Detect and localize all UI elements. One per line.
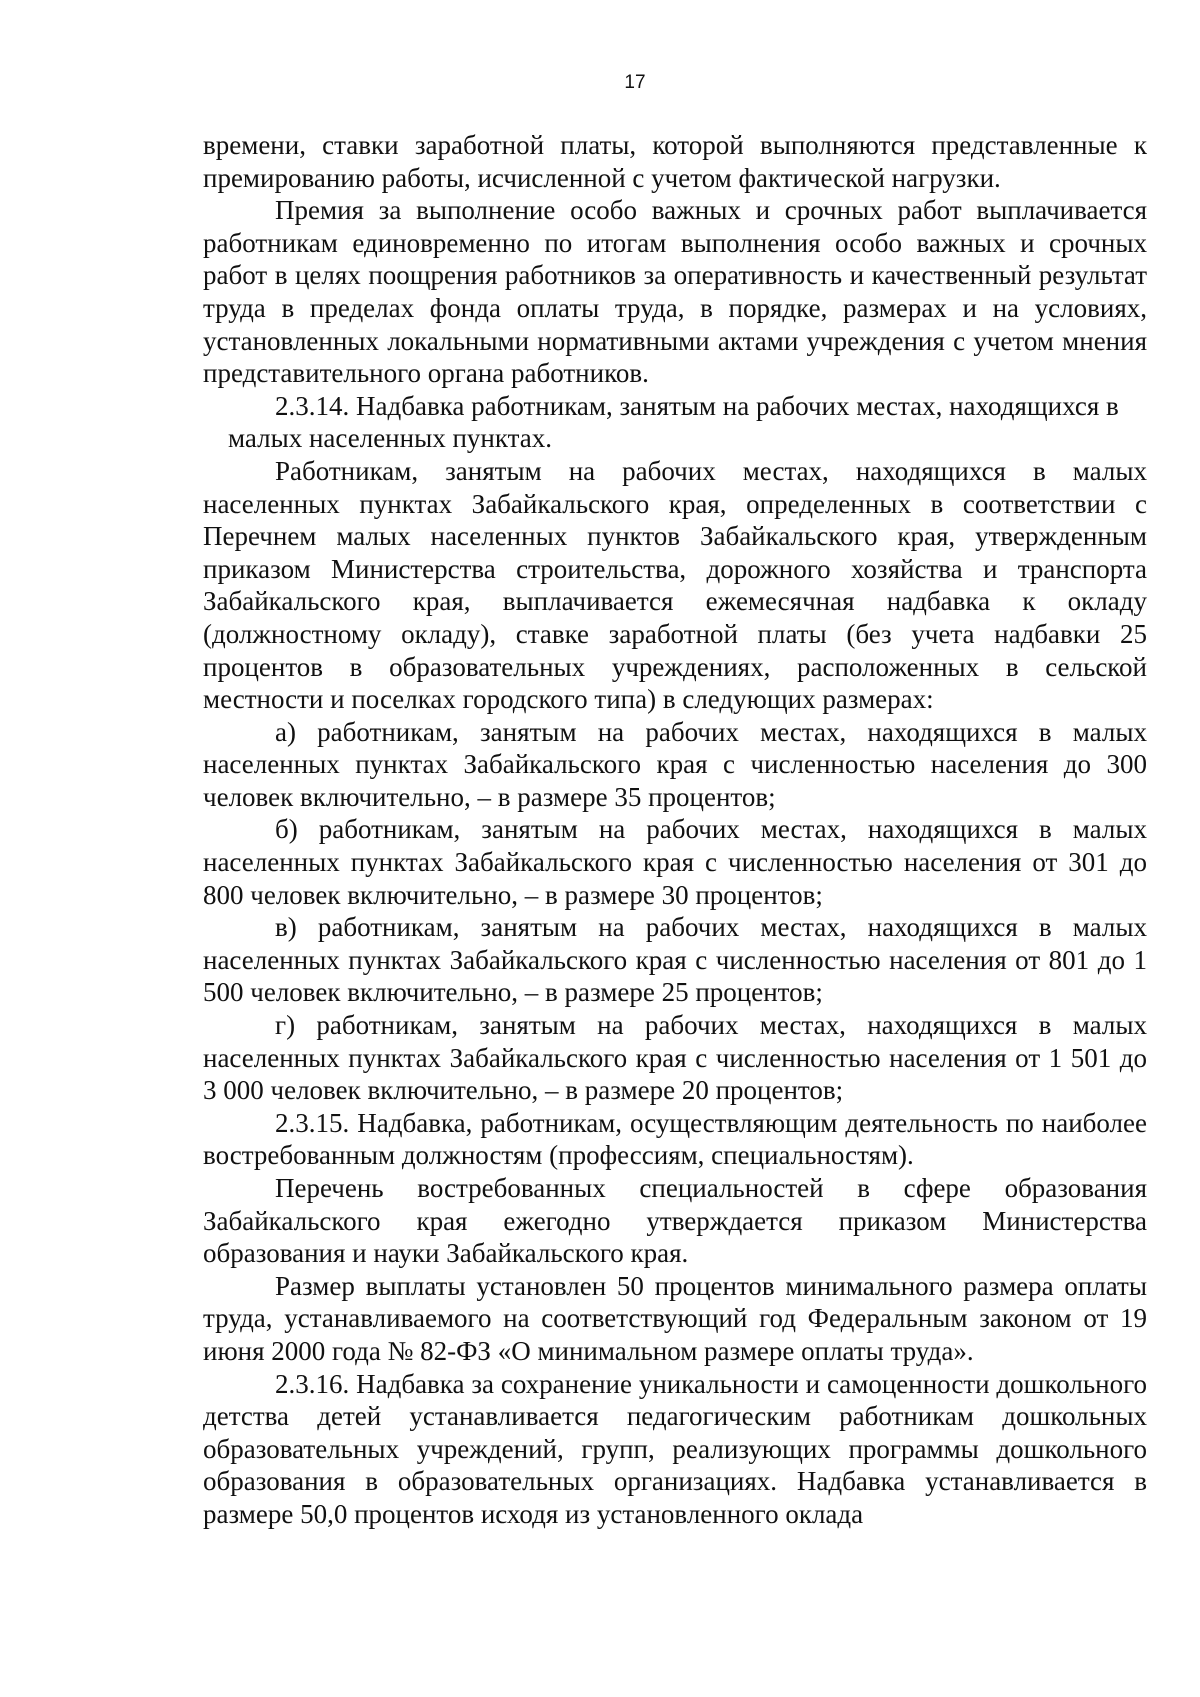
section-heading-2-3-15: 2.3.15. Надбавка, работникам, осуществляющим деятельность по наиболее востребованным должностям (профессиям, специальностям).	[203, 1107, 1147, 1171]
list-item-a: а) работникам, занятым на рабочих местах, находящихся в малых населенных пунктах Забайкальского края с численностью населения до 300 человек включительно, – в размере 35 процентов;	[203, 716, 1147, 812]
section-heading-2-3-14: 2.3.14. Надбавка работникам, занятым на рабочих местах, находящихся в малых населенных пунктах.	[228, 390, 1119, 454]
paragraph-small-settlements: Работникам, занятым на рабочих местах, находящихся в малых населенных пунктах Забайкальского края, определенных в соответствии с Перечнем малых населенных пунктов Забайкальского края, утвержденным приказом Министерства строительства, дорожного хозяйства и транспорта Забайкальского края, выплачивается ежемесячная надбавка к окладу (должностному окладу), ставке заработной платы (без учета надбавки 25 процентов в образовательных учреждениях, расположенных в сельской местности и поселках городского типа) в следующих размерах:	[203, 455, 1147, 715]
list-item-b: б) работникам, занятым на рабочих местах, находящихся в малых населенных пунктах Забайкальского края с численностью населения от 301 до 800 человек включительно, – в размере 30 процентов;	[203, 814, 1147, 910]
paragraph-payment-size: Размер выплаты установлен 50 процентов минимального размера оплаты труда, устанавливаемого на соответствующий год Федеральным законом от 19 июня 2000 года № 82-ФЗ «О минимальном размере оплаты труда».	[203, 1270, 1147, 1366]
document-body	[203, 129, 1147, 1531]
page-number: 17	[624, 72, 646, 93]
list-item-v: в) работникам, занятым на рабочих местах, находящихся в малых населенных пунктах Забайкальского края с численностью населения от 801 до 1 500 человек включительно, – в размере 25 процентов;	[203, 912, 1147, 1008]
paragraph-specialties-list: Перечень востребованных специальностей в сфере образования Забайкальского края ежегодно утверждается приказом Министерства образования и науки Забайкальского края.	[203, 1173, 1147, 1269]
list-item-g: г) работникам, занятым на рабочих местах, находящихся в малых населенных пунктах Забайкальского края с численностью населения от 1 501 до 3 000 человек включительно, – в размере 20 процентов;	[203, 1010, 1147, 1106]
paragraph-premium-urgent-work: Премия за выполнение особо важных и срочных работ выплачивается работникам единовременно по итогам выполнения особо важных и срочных работ в целях поощрения работников за оперативность и качественный результат труда в пределах фонда оплаты труда, в порядке, размерах и на условиях, установленных локальными нормативными актами учреждения с учетом мнения представительного органа работников.	[203, 195, 1147, 389]
paragraph-continuation: времени, ставки заработной платы, которой выполняются представленные к премированию работы, исчисленной с учетом фактической нагрузки.	[203, 130, 1147, 193]
section-2-3-16: 2.3.16. Надбавка за сохранение уникальности и самоценности дошкольного детства детей устанавливается педагогическим работникам дошкольных образовательных учреждений, групп, реализующих программы дошкольного образования в образовательных организациях. Надбавка устанавливается в размере 50,0 процентов исходя из установленного оклада	[203, 1368, 1147, 1529]
